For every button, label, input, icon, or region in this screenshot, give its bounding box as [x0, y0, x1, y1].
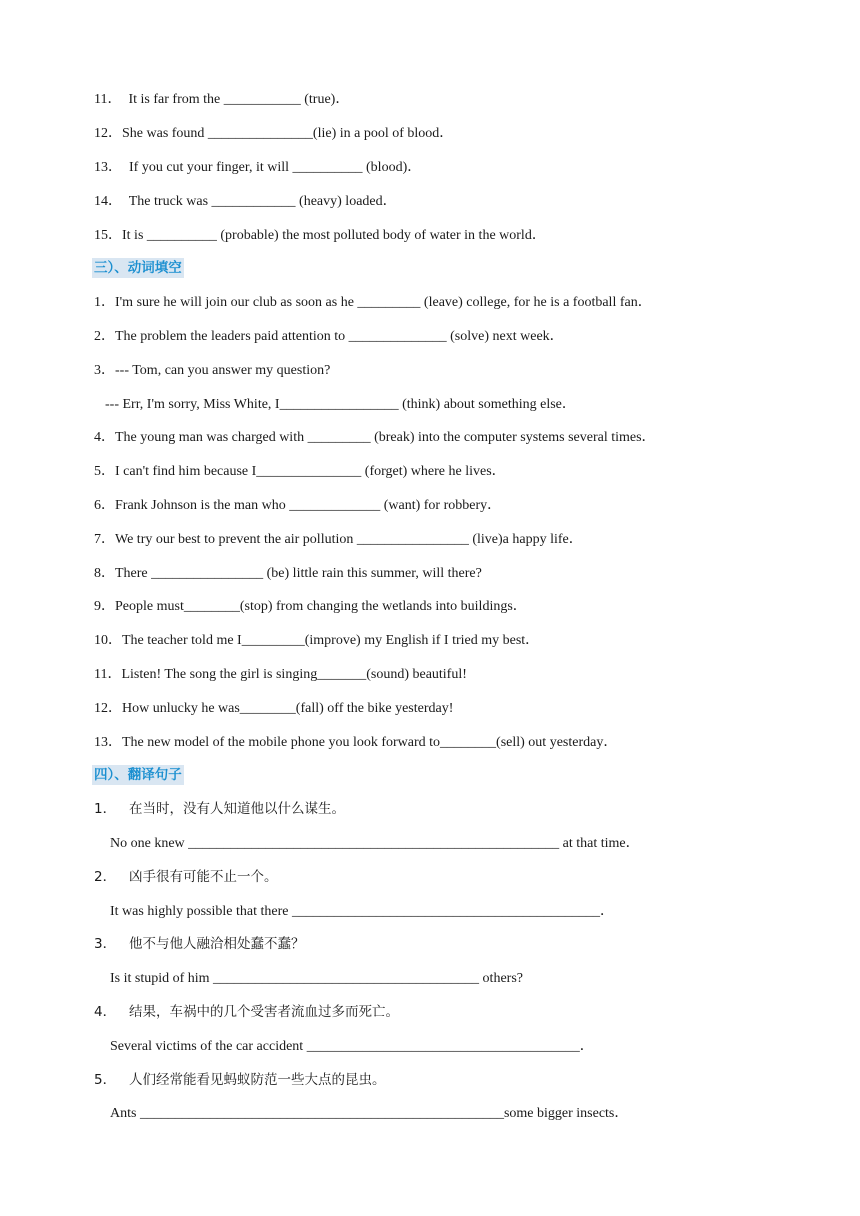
question-item: 7．We try our best to prevent the air pollution ________________ (live)a happy life．: [94, 532, 583, 547]
question-item: 6．Frank Johnson is the man who _____________ (want) for robbery．: [94, 498, 502, 513]
english-answer-line: It was highly possible that there ____________________________________________．: [110, 904, 614, 919]
chinese-prompt: 3． 他不与他人融洽相处蠢不蠢？: [94, 936, 305, 952]
section-heading-translation: 四）、翻译句子: [94, 767, 182, 783]
question-item: 5．I can't find him because I_______________ (forget) where he lives．: [94, 464, 506, 479]
question-item: 13． If you cut your finger, it will __________ (blood)．: [94, 160, 422, 175]
english-answer-line: Is it stupid of him ______________________________________ others?: [110, 971, 523, 986]
question-item: 14． The truck was ____________ (heavy) loaded．: [94, 194, 397, 209]
question-item: 15．It is __________ (probable) the most polluted body of water in the world．: [94, 228, 546, 243]
question-item: 3．--- Tom, can you answer my question?: [94, 363, 331, 378]
question-item: 2．The problem the leaders paid attention to ______________ (solve) next week．: [94, 329, 564, 344]
chinese-prompt: 4． 结果，车祸中的几个受害者流血过多而死亡。: [94, 1004, 399, 1020]
question-item: 4．The young man was charged with _________ (break) into the computer systems several times．: [94, 430, 656, 445]
english-answer-line: Several victims of the car accident _______________________________________．: [110, 1039, 594, 1054]
chinese-prompt: 1． 在当时，没有人知道他以什么谋生。: [94, 801, 345, 817]
english-answer-line: No one knew _____________________________________________________ at that time．: [110, 836, 640, 851]
question-item: 13．The new model of the mobile phone you look forward to________(sell) out yesterday．: [94, 735, 618, 750]
question-item: 12．How unlucky he was________(fall) off the bike yesterday!: [94, 701, 454, 716]
question-item: 10．The teacher told me I_________(improve) my English if I tried my best．: [94, 633, 540, 648]
question-item: 12．She was found _______________(lie) in a pool of blood．: [94, 126, 454, 141]
question-item: --- Err, I'm sorry, Miss White, I_________________ (think) about something else．: [98, 397, 576, 412]
section-heading-verb-fill: 三）、动词填空: [94, 260, 182, 276]
question-item: 11． It is far from the ___________ (true)．: [94, 92, 350, 107]
chinese-prompt: 2． 凶手很有可能不止一个。: [94, 869, 278, 885]
english-answer-line: Ants ____________________________________________________some bigger insects．: [110, 1106, 629, 1121]
question-item: 8．There ________________ (be) little rain this summer, will there?: [94, 566, 482, 581]
question-item: 9．People must________(stop) from changing the wetlands into buildings．: [94, 599, 527, 614]
question-item: 1．I'm sure he will join our club as soon as he _________ (leave) college, for he is a football fan．: [94, 295, 652, 310]
question-item: 11．Listen! The song the girl is singing_______(sound) beautiful!: [94, 667, 467, 682]
chinese-prompt: 5． 人们经常能看见蚂蚁防范一些大点的昆虫。: [94, 1072, 386, 1088]
